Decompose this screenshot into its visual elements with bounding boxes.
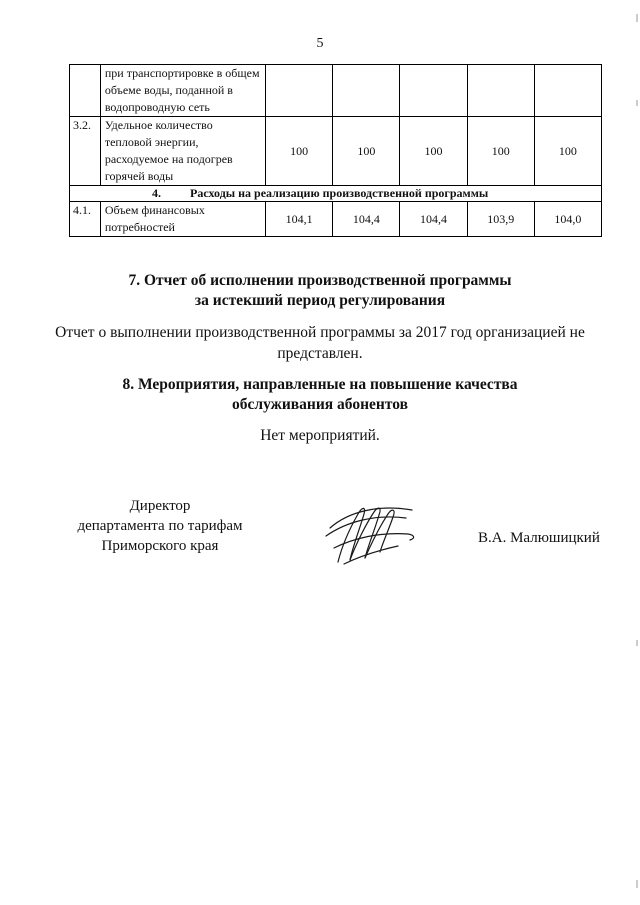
section-8-body: Нет мероприятий. bbox=[260, 427, 380, 444]
value-cell bbox=[534, 65, 601, 117]
section-number: 4. bbox=[152, 186, 161, 200]
value-cell bbox=[266, 65, 333, 117]
table-section-row bbox=[70, 186, 602, 202]
position-line: Приморского края bbox=[101, 538, 219, 554]
section-title: Расходы на реализацию производственной программы bbox=[190, 186, 489, 200]
table-row bbox=[70, 117, 602, 186]
page-number: 5 bbox=[316, 36, 324, 51]
heading-line: за истекший период регулирования bbox=[194, 292, 446, 309]
section-8-heading bbox=[0, 375, 640, 415]
value-cell: 104,4 bbox=[333, 202, 400, 237]
row-number: 4.1. bbox=[70, 202, 101, 237]
heading-line: обслуживания абонентов bbox=[232, 396, 408, 413]
value-cell: 100 bbox=[534, 117, 601, 186]
section-7-heading bbox=[0, 271, 640, 311]
position-line: Директор bbox=[129, 498, 191, 514]
position-line: департамента по тарифам bbox=[77, 518, 243, 534]
table-row bbox=[70, 65, 602, 117]
value-cell: 104,0 bbox=[534, 202, 601, 237]
value-cell: 103,9 bbox=[467, 202, 534, 237]
production-program-table bbox=[69, 64, 602, 237]
signatory-name: В.А. Малюшицкий bbox=[478, 530, 600, 546]
section-header bbox=[70, 186, 602, 202]
value-cell: 100 bbox=[333, 117, 400, 186]
signatory-position bbox=[60, 496, 260, 556]
value-cell: 104,1 bbox=[266, 202, 333, 237]
value-cell bbox=[333, 65, 400, 117]
value-cell: 100 bbox=[266, 117, 333, 186]
table-row bbox=[70, 202, 602, 237]
scan-edge-mark bbox=[636, 640, 638, 646]
section-7-body bbox=[0, 322, 640, 364]
row-description: Объем финансовых потребностей bbox=[100, 202, 265, 237]
row-description: при транспортировке в общем объеме воды, поданной в водопроводную сеть bbox=[100, 65, 265, 117]
heading-line: 8. Мероприятия, направленные на повышение качества bbox=[122, 376, 518, 393]
body-line: представлен. bbox=[277, 345, 363, 362]
row-number: 3.2. bbox=[70, 117, 101, 186]
value-cell: 100 bbox=[467, 117, 534, 186]
row-description: Удельное количество тепловой энергии, расходуемое на подогрев горячей воды bbox=[100, 117, 265, 186]
value-cell: 104,4 bbox=[400, 202, 467, 237]
value-cell bbox=[467, 65, 534, 117]
value-cell: 100 bbox=[400, 117, 467, 186]
scan-edge-mark bbox=[636, 100, 638, 106]
heading-line: 7. Отчет об исполнении производственной программы bbox=[128, 272, 512, 289]
handwritten-signature bbox=[320, 498, 420, 570]
value-cell bbox=[400, 65, 467, 117]
body-line: Отчет о выполнении производственной программы за 2017 год организацией не bbox=[55, 324, 585, 341]
scan-edge-mark bbox=[636, 14, 638, 22]
scan-edge-mark bbox=[636, 880, 638, 888]
row-number bbox=[70, 65, 101, 117]
